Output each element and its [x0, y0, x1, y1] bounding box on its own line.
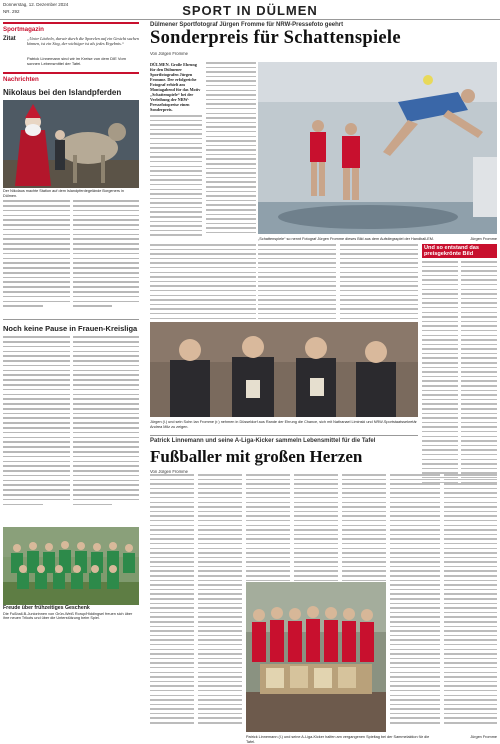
page-title: SPORT IN DÜLMEN — [182, 3, 318, 18]
nikolaus-image — [3, 100, 139, 188]
nikolaus-photo — [3, 100, 139, 188]
article-headline: Sonderpreis für Schattenspiele — [150, 28, 401, 48]
team-photo — [246, 582, 386, 732]
masthead-date: Donnerstag, 12. Dezember 2024 — [3, 2, 69, 7]
article-col-2 — [206, 62, 256, 237]
handball-photo — [258, 62, 497, 234]
frauen-headline: Noch keine Pause in Frauen-Kreisliga — [3, 324, 138, 334]
quote-source: Patrick Linnemann sind wir im Kreise von dem DIE Vom sonnen Lebensmittel der Tafel. — [27, 56, 126, 66]
article-lead: DÜLMEN. Große Ehrung für den Dülmener Sportfotografen Jürgen Fromme. Der erfolgreiche Fotograf erhielt am Montagabend für das Motiv „Schattenspiele“ bei der Verleihung der NRW-Pressefotopreise einen Sonderpreis. — [150, 62, 201, 112]
youth-caption-text: Die Fußball-B-Juniorinnen von Grün-Weiß Rorup/Hiddingsel freuen sich über ihre neuen Trikots und über die Unterstützung beim Spiel. — [3, 611, 133, 621]
team-credit: Jürgen Fromme — [470, 735, 497, 739]
youth-caption-title: Freude über frühzeitiges Geschenk — [3, 605, 90, 612]
team-caption: Patrick Linnemann (l.) und seine A-Liga-Kicker halfen am vergangenen Spieltag bei der Sammelaktion für die Tafel. — [246, 735, 430, 744]
masthead — [0, 0, 500, 20]
second-col-2 — [198, 474, 242, 727]
team-youth-photo — [3, 527, 139, 605]
masthead-issue: NR. 292 — [3, 9, 20, 14]
handball-credit: Jürgen Fromme — [470, 237, 497, 241]
second-col-6 — [390, 474, 440, 727]
nachrichten-heading: Nachrichten — [3, 72, 139, 84]
gala-image — [150, 322, 418, 417]
article-byline: Von Jürgen Fromme — [150, 51, 188, 56]
article-col-3 — [258, 244, 336, 322]
article-col-1b — [150, 244, 256, 322]
nikolaus-caption: Der Nikolaus machte Station auf dem Islandpferdegelände Borgeners in Dülmen. — [3, 189, 124, 198]
nikolaus-headline: Nikolaus bei den Islandpferden — [3, 88, 122, 97]
second-byline: Von Jürgen Fromme — [150, 469, 188, 474]
article-col-1 — [150, 62, 202, 239]
second-col-1 — [150, 474, 194, 727]
quote-box — [3, 34, 139, 72]
quote-label: Zitat — [3, 36, 16, 42]
second-kicker: Patrick Linnemann und seine A-Liga-Kicker sammeln Lebensmittel für die Tafel — [150, 438, 376, 444]
handball-image — [258, 62, 497, 234]
quote-text: „Unter Lächeln, durwir durch die Sporelen auf ein Gesicht suchen können, ist ein Sieg, der wichtiger ist als jedes Ergebnis.“ — [27, 36, 139, 46]
gala-caption: Jürgen (l.) und sein Sohn Ian Fromme (r.) nehmen in Düsseldorf aus Rande der Ehrung die Chance, sich mit Nathanael Liminski und NRW-Sportstaatssekretär Andrea Milz zu zeigen. — [150, 420, 417, 429]
sportmagazin-heading: Sportmagazin — [3, 22, 139, 34]
article-col-4 — [340, 244, 418, 322]
article-kicker: Dülmener Sportfotograf Jürgen Fromme für NRW-Pressefoto geehrt — [150, 22, 344, 28]
gala-photo — [150, 322, 418, 417]
team-image — [246, 582, 386, 732]
youth-team-image — [3, 527, 139, 605]
second-col-7 — [444, 474, 497, 727]
main-article-area — [150, 22, 497, 744]
frauen-article — [3, 336, 139, 524]
left-column — [3, 22, 139, 738]
nikolaus-article — [3, 200, 139, 315]
second-headline: Fußballer mit großen Herzen — [150, 447, 363, 466]
handball-caption: „Schattenspiele“ so nennt Fotograf Jürgen Fromme dieses Bild aus dem Aufstiegsspiel der Handball-EM. — [258, 237, 435, 241]
sidebar-heading: Und so entstand das preisgekrönte Bild — [422, 244, 497, 258]
